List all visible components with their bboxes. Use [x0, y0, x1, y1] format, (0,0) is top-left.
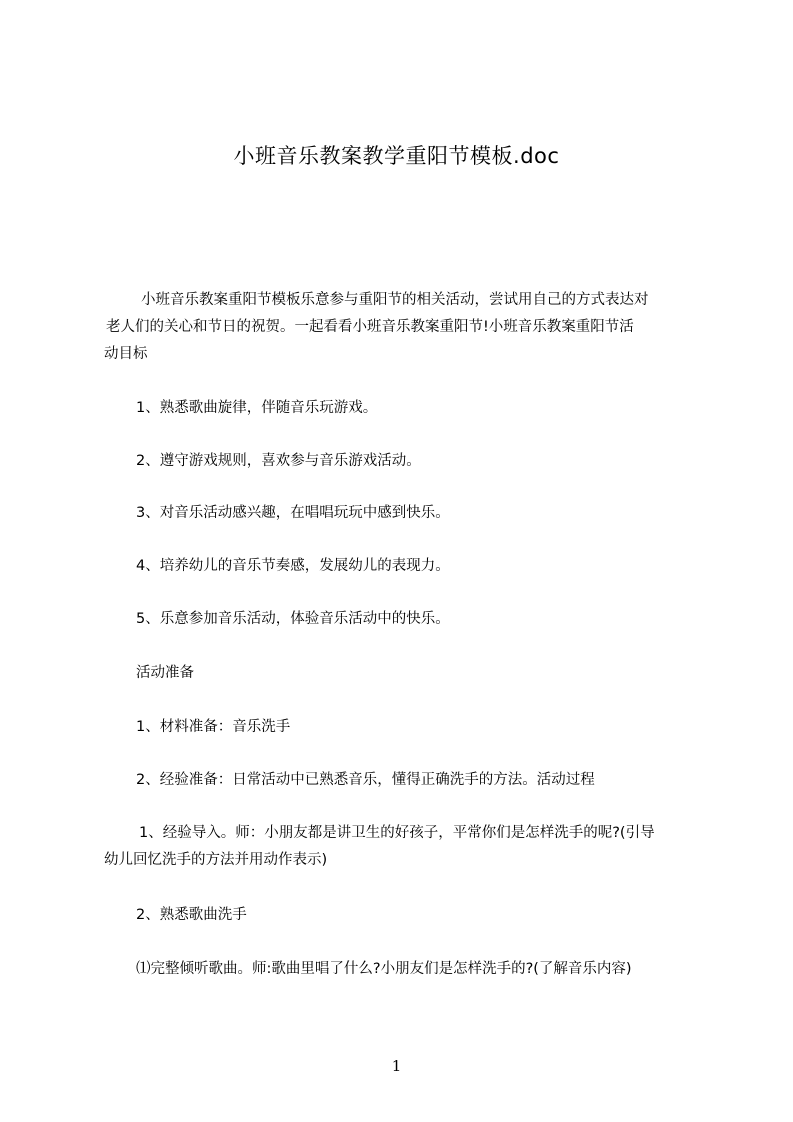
goal-item-5: 5、乐意参加音乐活动，体验音乐活动中的快乐。	[136, 611, 450, 627]
document-title: 小班音乐教案教学重阳节模板.doc	[233, 144, 560, 168]
process-step-2: 2、熟悉歌曲洗手	[136, 907, 247, 923]
process-step-1-line-1: 1、经验导入。师：小朋友都是讲卫生的好孩子，平常你们是怎样洗手的呢?(引导	[139, 825, 655, 841]
page-number: 1	[391, 1057, 402, 1075]
prep-heading: 活动准备	[136, 665, 194, 681]
goal-item-2: 2、遵守游戏规则，喜欢参与音乐游戏活动。	[136, 453, 421, 469]
intro-line-3: 动目标	[104, 346, 148, 362]
intro-paragraph	[104, 287, 714, 368]
process-step-1	[104, 820, 714, 874]
goal-item-1: 1、熟悉歌曲旋律，伴随音乐玩游戏。	[136, 400, 378, 416]
prep-item-1: 1、材料准备：音乐洗手	[136, 719, 291, 735]
goal-item-3: 3、对音乐活动感兴趣，在唱唱玩玩中感到快乐。	[136, 505, 450, 521]
process-step-2-sub-1: ⑴完整倾听歌曲。师:歌曲里唱了什么?小朋友们是怎样洗手的?(了解音乐内容)	[136, 961, 632, 977]
intro-line-2: 老人们的关心和节日的祝贺。一起看看小班音乐教案重阳节!小班音乐教案重阳节活	[106, 319, 634, 335]
goal-item-4: 4、培养幼儿的音乐节奏感，发展幼儿的表现力。	[136, 558, 450, 574]
prep-item-2: 2、经验准备：日常活动中已熟悉音乐，懂得正确洗手的方法。活动过程	[136, 772, 595, 788]
process-step-1-line-2: 幼儿回忆洗手的方法并用动作表示)	[104, 852, 328, 868]
intro-line-1: 小班音乐教案重阳节模板乐意参与重阳节的相关活动，尝试用自己的方式表达对	[141, 292, 649, 308]
